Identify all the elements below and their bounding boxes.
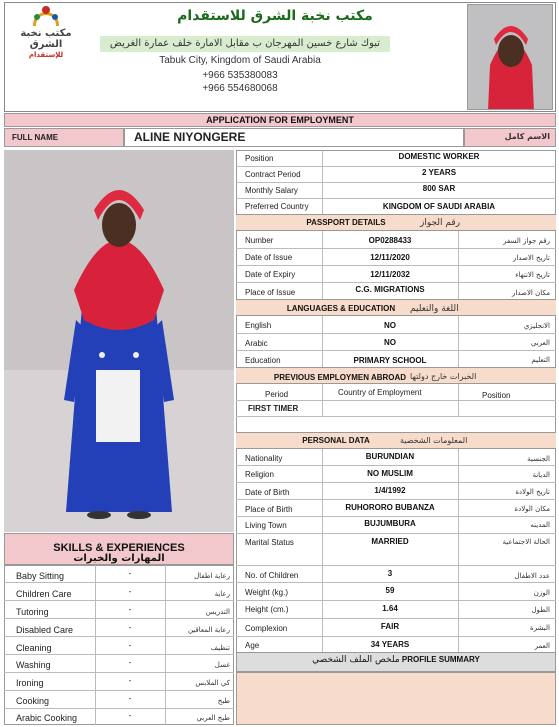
application-title: APPLICATION FOR EMPLOYMENT: [206, 115, 354, 125]
skill-ar-cleaning: تنظيف: [210, 644, 230, 652]
skill-label-cooking: Cooking: [16, 696, 50, 706]
skill-value-tutoring: -: [128, 605, 132, 614]
profile-summary-title-wrap: [236, 655, 556, 665]
agency-address-ar: تبوك شارع خسين المهرجان ب مقابل الامارة خلف عمارة الغريض: [100, 36, 390, 52]
headshot-photo: [467, 4, 553, 110]
lang-value-english: NO: [384, 321, 396, 330]
languages-title-ar: اللغة والتعليم: [410, 304, 459, 314]
logo-subtext: للإستقدام: [28, 51, 64, 59]
agency-phone-2: +966 554680068: [202, 83, 278, 94]
personal-value-marital: MARRIED: [371, 537, 409, 546]
languages-title: LANGUAGES & EDUCATION: [286, 304, 396, 313]
skill-value-washing: -: [128, 658, 132, 667]
personal-value-pob: RUHORORO BUBANZA: [345, 503, 435, 512]
lang-ar-education: التعليم: [531, 356, 550, 364]
skills-title-ar: المهارات والخبرات: [73, 553, 165, 564]
personal-ar-height: الطول: [531, 606, 550, 614]
passport-ar-issue: تاريخ الاصدار: [512, 254, 550, 262]
personal-label-marital: Marital Status: [245, 538, 294, 547]
personal-label-age: Age: [245, 641, 260, 650]
abroad-col-country: Country of Employment: [338, 388, 422, 397]
personal-ar-dob: تاريخ الولادة: [515, 488, 550, 496]
personal-ar-town: المدينه: [530, 521, 550, 529]
agency-city: Tabuk City, Kingdom of Saudi Arabia: [159, 55, 321, 66]
personal-ar-religion: الديانة: [532, 471, 550, 479]
abroad-title: PREVIOUS EMPLOYMEN ABROAD: [273, 373, 407, 382]
personal-label-pob: Place of Birth: [245, 505, 293, 514]
job-value-contract: 2 YEARS: [421, 168, 457, 177]
abroad-title-ar: الخبرات خارج دولتها: [410, 372, 477, 381]
passport-label-issue: Date of Issue: [245, 253, 293, 262]
lang-ar-arabic: العربي: [530, 339, 550, 347]
profile-summary-title-ar: ملخص الملف الشخصي: [312, 655, 400, 665]
personal-title: PERSONAL DATA: [302, 436, 370, 445]
personal-value-age: 34 YEARS: [370, 640, 410, 649]
personal-label-dob: Date of Birth: [245, 488, 290, 497]
profile-summary-body: [236, 672, 556, 725]
personal-label-nationality: Nationality: [245, 454, 283, 463]
personal-value-town: BUJUMBURA: [364, 519, 416, 528]
personal-value-weight: 59: [385, 586, 395, 595]
skills-title: SKILLS & EXPERIENCES: [53, 542, 185, 554]
personal-ar-complexion: البشرة: [530, 624, 550, 632]
full-name-value: ALINE NIYONGERE: [134, 130, 246, 144]
job-label-country: Preferred Country: [245, 202, 309, 211]
skill-ar-disabled-care: رعاية المعاقين: [187, 626, 230, 634]
personal-label-weight: Weight (kg.): [245, 588, 288, 597]
skill-label-ironing: Ironing: [16, 678, 44, 688]
personal-value-complexion: FAIR: [380, 622, 400, 631]
agency-name-ar: مكتب نخبة الشرق للاستقدام: [177, 8, 373, 24]
job-label-salary: Monthly Salary: [245, 186, 298, 195]
abroad-col-position: Position: [482, 391, 511, 400]
personal-label-children: No. of Children: [245, 571, 299, 580]
skill-ar-tutoring: التدريس: [205, 608, 230, 616]
skill-label-disabled-care: Disabled Care: [16, 625, 74, 635]
passport-title-ar: رقم الجواز: [420, 218, 461, 228]
skill-value-cooking: -: [128, 694, 132, 703]
logo-text: مكتب نخبة الشرق: [20, 28, 72, 50]
personal-label-town: Living Town: [245, 521, 287, 530]
skill-ar-children-care: رعاية: [214, 590, 230, 598]
skill-ar-baby-sitting: رعاية اطفال: [194, 572, 230, 580]
skill-ar-ironing: كي الملابس: [195, 679, 230, 687]
passport-value-place: C.G. MIGRATIONS: [355, 285, 425, 294]
personal-title-ar: المعلومات الشخصية: [400, 436, 468, 445]
skill-label-tutoring: Tutoring: [16, 607, 49, 617]
logo-emblem-icon: [31, 6, 61, 28]
personal-value-dob: 1/4/1992: [374, 486, 406, 495]
personal-ar-children: عدد الاطفال: [514, 572, 550, 580]
personal-label-complexion: Complexion: [245, 624, 288, 633]
agency-phones: [110, 69, 370, 95]
agency-logo: [6, 6, 86, 59]
personal-value-nationality: BURUNDIAN: [365, 452, 415, 461]
lang-value-education: PRIMARY SCHOOL: [353, 356, 427, 365]
personal-value-height: 1.64: [382, 604, 398, 613]
abroad-col-period: Period: [265, 390, 289, 399]
skill-value-children-care: -: [128, 587, 132, 596]
skill-label-baby-sitting: Baby Sitting: [16, 571, 65, 581]
personal-ar-nationality: الجنسية: [527, 455, 550, 463]
skill-ar-cooking: طبخ: [217, 697, 230, 705]
passport-value-number: OP0288433: [368, 236, 412, 245]
personal-ar-weight: الوزن: [533, 589, 550, 597]
skill-value-disabled-care: -: [128, 623, 132, 632]
passport-ar-expiry: تاريخ الانتهاء: [515, 271, 550, 279]
personal-label-height: Height (cm.): [245, 605, 289, 614]
lang-label-english: English: [245, 321, 272, 330]
lang-label-arabic: Arabic: [245, 339, 268, 348]
lang-value-arabic: NO: [384, 338, 396, 347]
personal-value-children: 3: [387, 569, 393, 578]
passport-ar-place: مكان الاصدار: [512, 289, 550, 297]
passport-label-expiry: Date of Expiry: [245, 270, 296, 279]
personal-ar-pob: مكان الولادة: [514, 505, 550, 513]
agency-phone-1: +966 535380083: [202, 70, 278, 81]
personal-ar-age: العمر: [534, 642, 550, 650]
passport-ar-number: رقم جواز السفر: [503, 237, 550, 245]
skill-label-cleaning: Cleaning: [16, 643, 52, 653]
skill-ar-washing: غسل: [214, 661, 230, 669]
skill-label-washing: Washing: [16, 660, 51, 670]
lang-ar-english: الانجليزي: [523, 322, 550, 330]
full-name-label-ar: الاسم كامل: [504, 132, 550, 141]
job-value-country: KINGDOM OF SAUDI ARABIA: [382, 202, 496, 211]
job-value-position: DOMESTIC WORKER: [398, 152, 480, 161]
job-value-salary: 800 SAR: [422, 184, 456, 193]
full-body-photo: [4, 150, 234, 532]
passport-label-place: Place of Issue: [245, 288, 296, 297]
skill-label-arabic-cooking: Arabic Cooking: [16, 713, 78, 723]
skill-value-ironing: -: [128, 676, 132, 685]
personal-label-religion: Religion: [245, 470, 274, 479]
skill-value-cleaning: -: [128, 641, 132, 650]
skill-ar-arabic-cooking: طبخ العربي: [196, 714, 230, 722]
personal-ar-marital: الحالة الاجتماعية: [502, 538, 550, 546]
abroad-value: FIRST TIMER: [248, 404, 299, 413]
passport-title: PASSPORT DETAILS: [306, 218, 386, 227]
job-label-contract: Contract Period: [245, 170, 301, 179]
passport-value-issue: 12/11/2020: [370, 253, 410, 262]
passport-label-number: Number: [245, 236, 274, 245]
skill-value-arabic-cooking: -: [128, 711, 132, 720]
skill-label-children-care: Children Care: [16, 589, 72, 599]
passport-value-expiry: 12/11/2032: [370, 270, 410, 279]
lang-label-education: Education: [245, 356, 281, 365]
profile-summary-title: PROFILE SUMMARY: [401, 655, 480, 664]
skill-value-baby-sitting: -: [128, 569, 132, 578]
job-label-position: Position: [245, 154, 274, 163]
personal-value-religion: NO MUSLIM: [367, 469, 413, 478]
full-name-label: FULL NAME: [12, 133, 59, 142]
